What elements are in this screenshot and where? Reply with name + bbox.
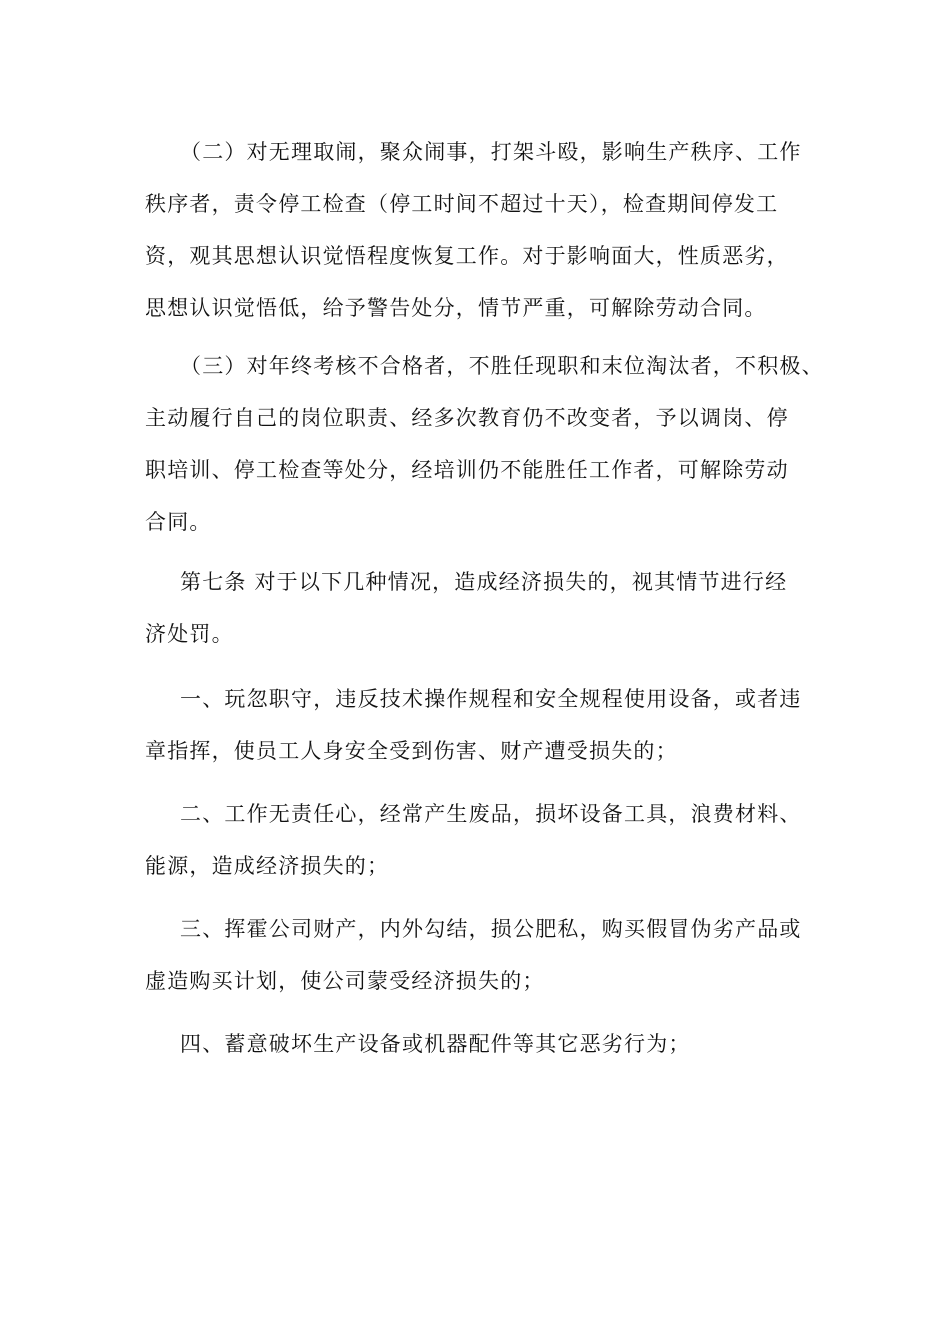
paragraph-3-line-1: （三）对年终考核不合格者，不胜任现职和末位淘汰者，不积极、 xyxy=(180,354,824,378)
paragraph-2-line-3: 资，观其思想认识觉悟程度恢复工作。对于影响面大，性质恶劣， xyxy=(145,244,789,268)
item-1-line-2: 章指挥，使员工人身安全受到伤害、财产遭受损失的； xyxy=(145,739,678,763)
item-3-line-1: 三、挥霍公司财产，内外勾结，损公肥私，购买假冒伪劣产品或 xyxy=(180,917,802,941)
paragraph-3-line-4: 合同。 xyxy=(145,510,212,534)
article-7-line-2: 济处罚。 xyxy=(145,622,234,646)
item-2-line-2: 能源，造成经济损失的； xyxy=(145,854,390,878)
paragraph-3-line-2: 主动履行自己的岗位职责、经多次教育仍不改变者，予以调岗、停 xyxy=(145,406,789,430)
item-2-line-1: 二、工作无责任心，经常产生废品，损坏设备工具，浪费材料、 xyxy=(180,802,802,826)
item-4-line-1: 四、蓄意破坏生产设备或机器配件等其它恶劣行为； xyxy=(180,1032,691,1056)
paragraph-2-line-2: 秩序者，责令停工检查（停工时间不超过十天），检查期间停发工 xyxy=(145,192,779,216)
paragraph-3-line-3: 职培训、停工检查等处分，经培训仍不能胜任工作者，可解除劳动 xyxy=(145,458,789,482)
article-7-line-1: 第七条 对于以下几种情况，造成经济损失的，视其情节进行经 xyxy=(180,570,788,594)
item-1-line-1: 一、玩忽职守，违反技术操作规程和安全规程使用设备，或者违 xyxy=(180,687,802,711)
paragraph-2-line-1: （二）对无理取闹，聚众闹事，打架斗殴，影响生产秩序、工作 xyxy=(180,140,802,164)
paragraph-2-line-4: 思想认识觉悟低，给予警告处分，情节严重，可解除劳动合同。 xyxy=(145,296,767,320)
item-3-line-2: 虚造购买计划，使公司蒙受经济损失的； xyxy=(145,969,545,993)
